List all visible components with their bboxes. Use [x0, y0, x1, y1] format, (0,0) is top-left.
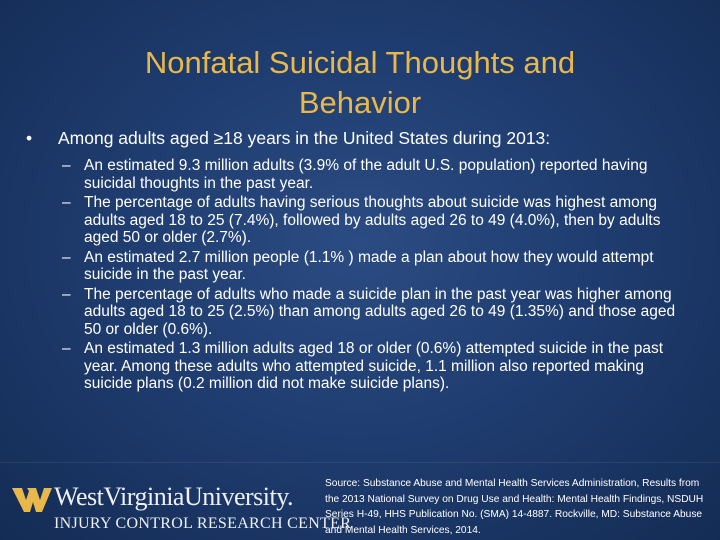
dash-marker: –: [62, 340, 71, 357]
wvu-injury-control-logo: [10, 482, 352, 534]
dash-marker: –: [62, 248, 71, 266]
university-name: WestVirginiaUniversity.: [54, 482, 294, 511]
sub-bullet-item: [62, 249, 694, 284]
main-bullet-text: Among adults aged ≥18 years in the United States during 2013:: [58, 128, 551, 148]
sub-bullet-list: [62, 157, 694, 395]
title-line-1: Nonfatal Suicidal Thoughts and: [144, 44, 576, 80]
slide-title: [60, 43, 660, 123]
footer-divider: [0, 462, 720, 463]
sub-bullet-text: An estimated 9.3 million adults (3.9% of the adult U.S. population) reported having suicidal thoughts in the past year.: [84, 157, 648, 192]
dash-marker: –: [62, 285, 71, 303]
dash-marker: –: [62, 157, 71, 174]
sub-bullet-item: [62, 340, 694, 393]
sub-bullet-text: The percentage of adults having serious thoughts about suicide was highest among adults aged 18 to 25 (7.4%), followed by adults aged 26 to 49 (4.0%), then by adults aged 50 or older (2.7%).: [84, 194, 661, 246]
center-name: INJURY CONTROL RESEARCH CENTER: [54, 515, 352, 532]
dash-marker: –: [62, 194, 71, 211]
flying-wv-logo-icon: [10, 484, 54, 514]
bullet-marker: •: [26, 128, 33, 148]
sub-bullet-item: [62, 194, 694, 247]
sub-bullet-text: An estimated 1.3 million adults aged 18 or older (0.6%) attempted suicide in the past year. Among these adults who attempted suicide, 1.1 million also reported making suicide plans (0.2 million did not make suicide plans).: [84, 340, 663, 392]
sub-bullet-item: [62, 286, 694, 339]
title-line-2: Behavior: [298, 84, 422, 120]
sub-bullet-item: [62, 157, 694, 192]
source-citation: Source: Substance Abuse and Mental Health Services Administration, Results from the 2013 National Survey on Drug Use and Health: Mental Health Findings, NSDUH Series H-49, HHS Publication No. (SMA) 14-4887. Rockville, MD: Substance Abuse and Mental Health Services, 2014.: [325, 478, 704, 536]
sub-bullet-text: An estimated 2.7 million people (1.1% ) made a plan about how they would attempt suicide in the past year.: [84, 248, 654, 283]
sub-bullet-text: The percentage of adults who made a suicide plan in the past year was higher among adults aged 18 to 25 (2.5%) than among adults aged 26 to 49 (1.35%) and those aged 50 or older (0.6%).: [84, 285, 676, 338]
